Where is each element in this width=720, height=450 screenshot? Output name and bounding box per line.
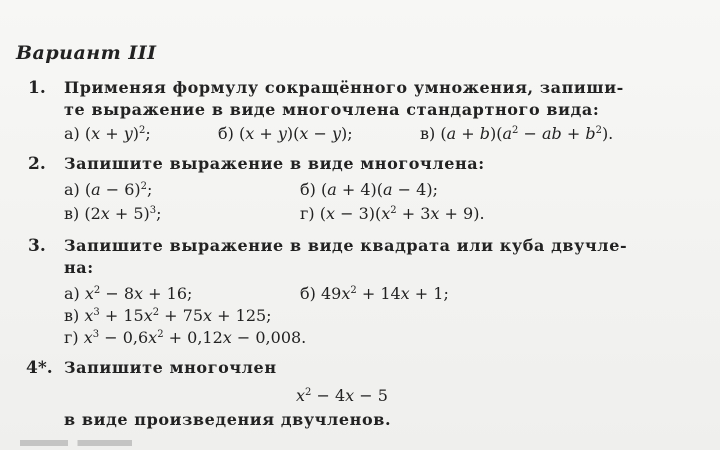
task-3-label-d: г)	[64, 328, 79, 347]
task-2-label-a: а)	[64, 180, 80, 199]
task-3-number: 3.	[28, 236, 46, 256]
task-1-label-c: в)	[420, 124, 436, 143]
variant-title: Вариант III	[16, 42, 157, 64]
task-2-item-d	[300, 204, 485, 223]
task-2-item-a	[64, 180, 152, 199]
task-3-label-a: а)	[64, 284, 80, 303]
task-3-item-c	[64, 306, 272, 325]
task-1-expr-b: (x + y)(x − y);	[238, 124, 353, 143]
task-3-expr-c: $x^3 + 15x^2 + 75x + 125$;	[84, 306, 272, 325]
task-3-item-b	[300, 284, 449, 303]
task-3-expr-b: $49x^2 + 14x + 1$;	[320, 284, 449, 303]
task-3-expr-d: $x^3 - 0,6x^2 + 0,12x - 0,008$.	[83, 328, 307, 347]
task-2-expr-c: $(2x + 5)^3$;	[84, 204, 162, 223]
task-2-number: 2.	[28, 154, 46, 174]
task-4-expression: $x^2 - 4x - 5$	[296, 386, 388, 405]
task-3-label-b: б)	[300, 284, 316, 303]
task-2-expr-a: $(a - 6)^2$;	[84, 180, 153, 199]
task-1-expr-a: $(x + y)^2$;	[84, 124, 151, 143]
task-4-line-3: в виде произведения двучленов.	[64, 410, 392, 429]
task-2-item-b	[300, 180, 438, 199]
task-3-label-c: в)	[64, 306, 80, 325]
task-2-item-c	[64, 204, 162, 223]
task-2-line-1: Запишите выражение в виде многочлена:	[64, 154, 485, 173]
task-2-label-d: г)	[300, 204, 315, 223]
task-1-item-a	[64, 124, 151, 143]
task-1-line-1: Применяя формулу сокращённого умножения, запиши-	[64, 78, 624, 97]
task-3-item-d	[64, 328, 306, 347]
task-1-line-2: те выражение в виде многочлена стандартного вида:	[64, 100, 600, 119]
task-2-label-c: в)	[64, 204, 80, 223]
task-1-label-a: а)	[64, 124, 80, 143]
task-3-item-a	[64, 284, 192, 303]
task-1-number: 1.	[28, 78, 46, 98]
task-3-line-1: Запишите выражение в виде квадрата или куба двучле-	[64, 236, 628, 255]
next-page-fragment	[20, 440, 180, 446]
task-2-expr-d: $(x - 3)(x^2 + 3x + 9)$.	[319, 204, 485, 223]
task-3-line-2: на:	[64, 258, 94, 277]
task-1-expr-c: $(a + b)(a^2$ − ab + $b^2$).	[440, 124, 614, 143]
task-2-expr-b: (a + 4)(a − 4);	[320, 180, 438, 199]
task-1-label-b: б)	[218, 124, 234, 143]
task-2-label-b: б)	[300, 180, 316, 199]
task-1-item-c	[420, 124, 613, 143]
task-4-line-1: Запишите многочлен	[64, 358, 277, 377]
task-1-item-b	[218, 124, 353, 143]
task-3-expr-a: $x^2 - 8x + 16$;	[84, 284, 193, 303]
task-4-number: 4*.	[26, 358, 53, 378]
